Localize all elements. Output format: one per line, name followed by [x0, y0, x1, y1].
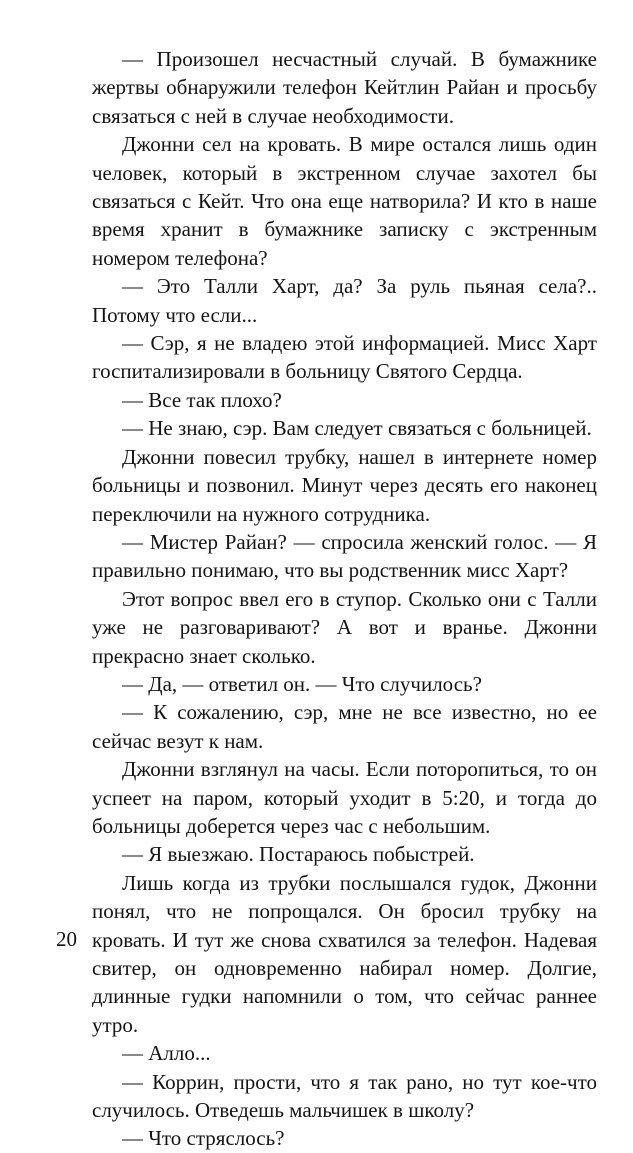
- page-number: 20: [56, 927, 77, 951]
- paragraph: — Это Талли Харт, да? За руль пьяная села?.. Потому что если...: [92, 274, 597, 327]
- paragraph: Джонни сел на кровать. В мире остался лишь один человек, который в экстренном случае захотел бы связаться с Кейт. Что она еще натворила? И кто в наше время хранит в бумажнике записку с экстренным номером телефона?: [92, 132, 597, 270]
- paragraph: — Что стряслось?: [122, 1126, 285, 1151]
- paragraph: — Не знаю, сэр. Вам следует связаться с больницей.: [122, 416, 592, 441]
- paragraph: — Я выезжаю. Постараюсь побыстрей.: [122, 842, 475, 867]
- paragraph: Джонни взглянул на часы. Если поторопиться, то он успеет на паром, который уходит в 5:20, и тогда до больницы доберется через час с небольшим.: [92, 757, 597, 838]
- paragraph: — Коррин, прости, что я так рано, но тут кое-что случилось. Отведешь мальчишек в школу?: [92, 1069, 597, 1123]
- paragraph: — Произошел несчастный случай. В бумажнике жертвы обнаружили телефон Кейтлин Райан и просьбу связаться с ней в случае необходимости.: [92, 47, 597, 128]
- paragraph: — Все так плохо?: [122, 387, 282, 412]
- paragraph: — Алло...: [122, 1041, 211, 1066]
- paragraph: — Мистер Райан? — спросила женский голос. — Я правильно понимаю, что вы родственник мисс Харт?: [92, 529, 597, 583]
- paragraph: — К сожалению, сэр, мне не все известно, но ее сейчас везут к нам.: [92, 700, 597, 753]
- paragraph: — Сэр, я не владею этой информацией. Мисс Харт госпитализировали в больницу Святого Сердца.: [92, 331, 597, 384]
- body-text: [92, 45, 597, 1153]
- paragraph: Джонни повесил трубку, нашел в интернете номер больницы и позвонил. Минут через десять его наконец переключили на нужного сотрудника.: [92, 444, 597, 526]
- paragraph: Этот вопрос ввел его в ступор. Сколько они с Талли уже не разговаривают? А вот и вранье. Джонни прекрасно знает сколько.: [92, 586, 597, 668]
- paragraph: — Да, — ответил он. — Что случилось?: [122, 671, 482, 696]
- paragraph: Лишь когда из трубки послышался гудок, Джонни понял, что не попрощался. Он бросил трубку на кровать. И тут же снова схватился за телефон. Надевая свитер, он одновременно набирал номер. Долгие, длинные гудки напомнили о том, что сейчас раннее утро.: [92, 870, 597, 1037]
